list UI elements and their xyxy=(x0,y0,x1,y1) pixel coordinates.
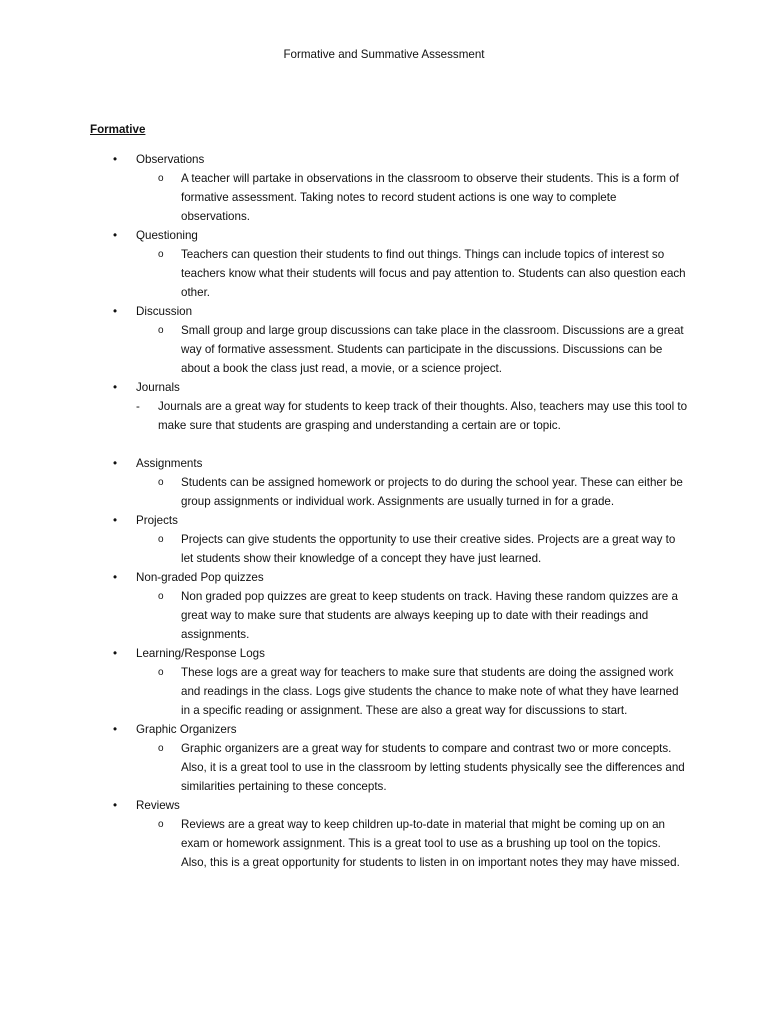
list-item-observations xyxy=(0,150,768,226)
sub-bullet-text: o Small group and large group discussions can take place in the classroom. Discussions are a great way of formative assessment. Students can participate in the discussions. Discussions can be about a book the class just read, a movie, or a science project. xyxy=(0,321,768,378)
bullet-label: • Projects xyxy=(0,511,768,530)
spacer xyxy=(0,435,768,454)
sub-bullet-text: o A teacher will partake in observations in the classroom to observe their students. This is a form of formative assessment. Taking notes to record student actions is one way to complete observations. xyxy=(0,169,768,226)
bullet-label: • Journals xyxy=(0,378,768,397)
list-item-discussion xyxy=(0,302,768,378)
sub-bullet-text: o Reviews are a great way to keep children up-to-date in material that might be coming up on an exam or homework assignment. This is a great tool to use as a brushing up tool on the topics. Also, this is a great opportunity for students to listen in on important notes they may have missed. xyxy=(0,815,768,872)
section-heading-formative: Formative xyxy=(90,123,146,136)
sub-bullet-text: o Teachers can question their students to find out things. Things can include topics of interest so teachers know what their students will focus and pay attention to. Students can also question each other. xyxy=(0,245,768,302)
list-item-pop-quizzes xyxy=(0,568,768,644)
formative-list xyxy=(0,150,768,872)
bullet-label: • Reviews xyxy=(0,796,768,815)
list-item-questioning xyxy=(0,226,768,302)
list-item-journals xyxy=(0,378,768,435)
bullet-label: • Observations xyxy=(0,150,768,169)
list-item-graphic-organizers xyxy=(0,720,768,796)
bullet-label: • Discussion xyxy=(0,302,768,321)
sub-bullet-text: o Students can be assigned homework or projects to do during the school year. These can either be group assignments or individual work. Assignments are usually turned in for a grade. xyxy=(0,473,768,511)
bullet-label: • Graphic Organizers xyxy=(0,720,768,739)
sub-bullet-text: o These logs are a great way for teachers to make sure that students are doing the assigned work and readings in the class. Logs give students the chance to make note of what they have learned in a specific reading or assignment. These are also a great way for discussions to start. xyxy=(0,663,768,720)
dash-bullet-text: - Journals are a great way for students to keep track of their thoughts. Also, teachers may use this tool to make sure that students are grasping and understanding a certain are or topic. xyxy=(0,397,768,435)
sub-bullet-text: o Projects can give students the opportunity to use their creative sides. Projects are a great way to let students show their knowledge of a concept they have just learned. xyxy=(0,530,768,568)
bullet-label: • Questioning xyxy=(0,226,768,245)
sub-bullet-text: o Graphic organizers are a great way for students to compare and contrast two or more concepts. Also, it is a great tool to use in the classroom by letting students physically see the differences and similarities pertaining to these concepts. xyxy=(0,739,768,796)
document-title: Formative and Summative Assessment xyxy=(283,48,485,61)
bullet-label: • Non-graded Pop quizzes xyxy=(0,568,768,587)
list-item-projects xyxy=(0,511,768,568)
sub-bullet-text: o Non graded pop quizzes are great to keep students on track. Having these random quizzes are a great way to make sure that students are always keeping up to date with their readings and assignments. xyxy=(0,587,768,644)
bullet-label: • Learning/Response Logs xyxy=(0,644,768,663)
list-item-reviews xyxy=(0,796,768,872)
list-item-response-logs xyxy=(0,644,768,720)
list-item-assignments xyxy=(0,454,768,511)
bullet-label: • Assignments xyxy=(0,454,768,473)
